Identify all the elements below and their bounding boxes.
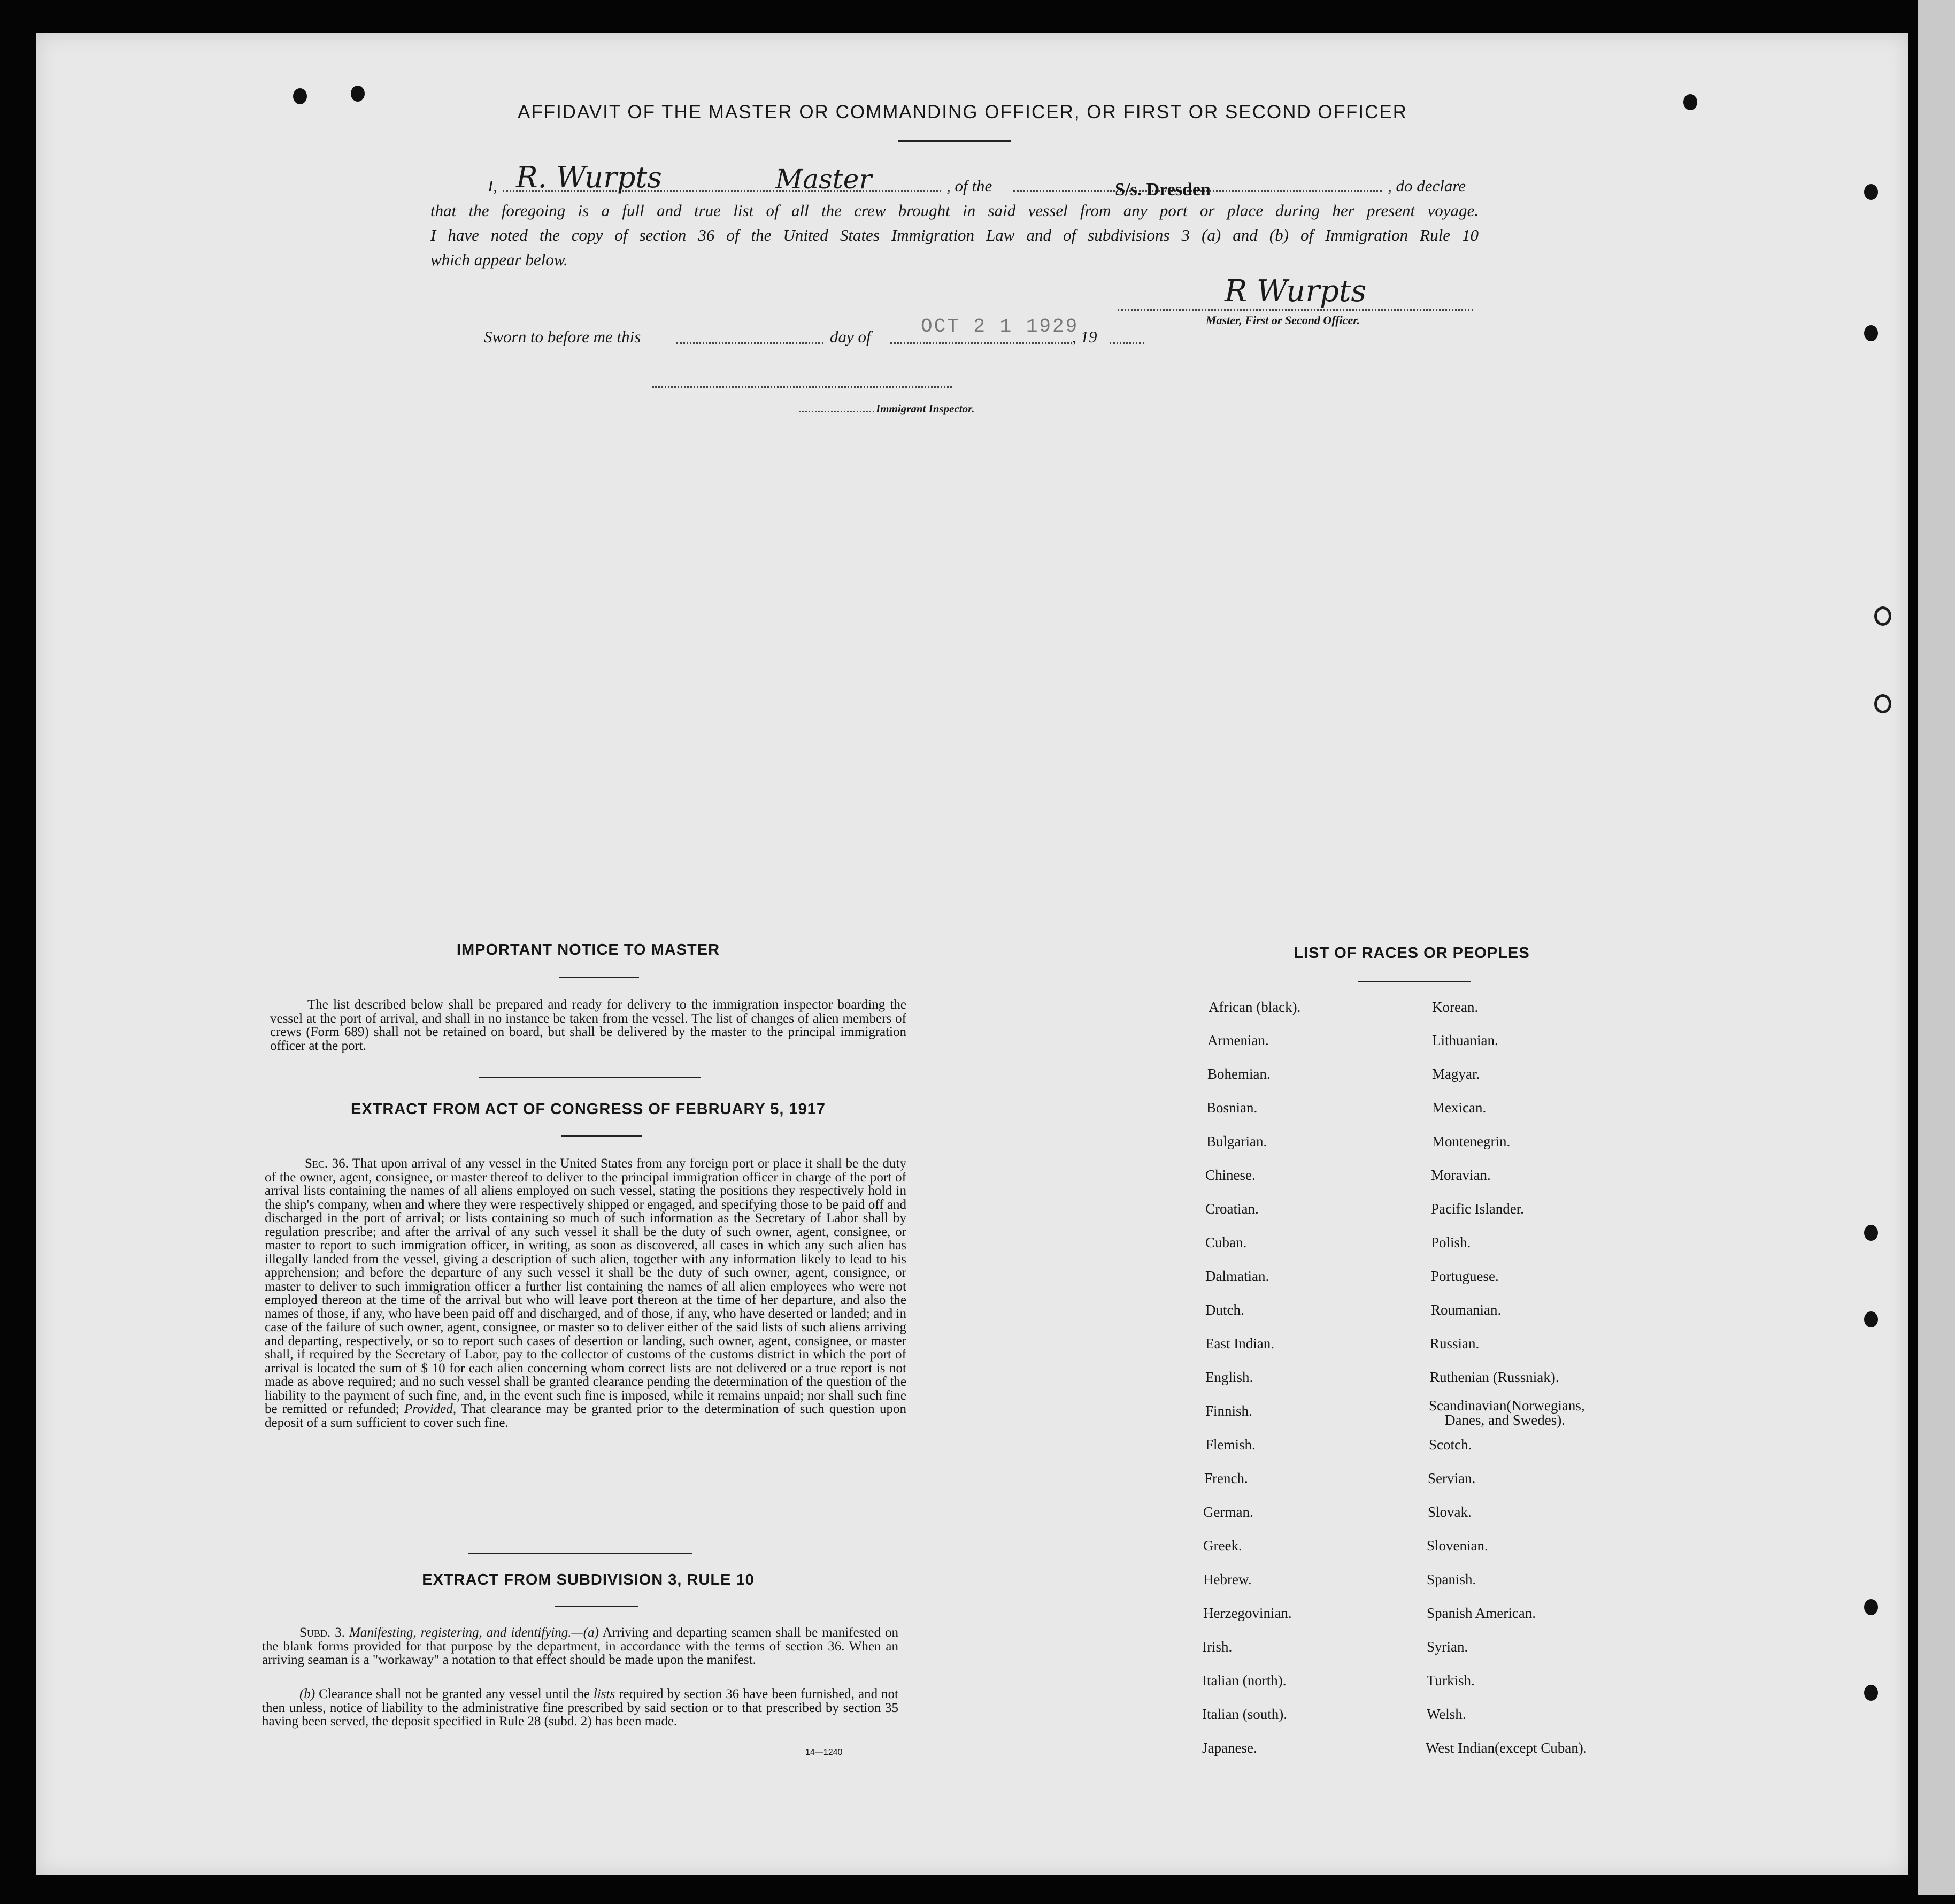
of-the-label: , of the	[946, 176, 992, 195]
day-line	[676, 342, 823, 344]
race-item: Bohemian.	[1207, 1066, 1271, 1082]
provided-label: Provided,	[404, 1402, 456, 1416]
race-item: Dalmatian.	[1205, 1268, 1269, 1284]
race-item: Finnish.	[1205, 1403, 1252, 1419]
race-item: Syrian.	[1427, 1639, 1468, 1655]
punch-hole	[1683, 94, 1697, 110]
affidavit-i: I,	[488, 176, 498, 195]
notice-divider	[479, 1077, 701, 1078]
race-item: Moravian.	[1431, 1167, 1491, 1183]
subd-a-text: Arriving and departing seamen shall be manifested on the blank forms provided for that purpose by the department, in accordance with the terms of section 36. When an arriving seaman is a "workaway" a notation to that effect should be made upon the manifest.	[262, 1625, 898, 1667]
signature-caption: Master, First or Second Officer.	[1206, 313, 1360, 327]
race-item: Bosnian.	[1206, 1100, 1258, 1116]
race-item: Scandinavian(Norwegians,	[1429, 1398, 1585, 1414]
race-item: German.	[1203, 1504, 1253, 1520]
day-of-label: day of	[830, 327, 871, 346]
act-title: EXTRACT FROM ACT OF CONGRESS OF FEBRUARY 5, 1917	[350, 1101, 826, 1118]
punch-hole	[351, 86, 365, 102]
subd-b-text-1: Clearance shall not be granted any vessel until the	[319, 1687, 590, 1701]
subd-heading: Manifesting, registering, and identifying.—(a)	[349, 1625, 599, 1640]
punch-hole	[1874, 606, 1891, 626]
notice-text: The list described below shall be prepared and ready for delivery to the immigration inspector boarding the vessel at the port of arrival, and shall in no instance be taken from the vessel. The list of changes of alien members of crews (Form 689) shall not be retained on board, but shall be delivered by the master to the principal immigration officer at the port.	[270, 997, 906, 1053]
race-item: Ruthenian (Russniak).	[1430, 1369, 1559, 1385]
punch-hole	[1874, 694, 1891, 713]
affidavit-line-4: which appear below.	[430, 250, 568, 269]
race-item: Slovak.	[1428, 1504, 1472, 1520]
subd-label: Subd. 3.	[299, 1625, 345, 1640]
notice-title: IMPORTANT NOTICE TO MASTER	[456, 941, 720, 958]
race-item: African (black).	[1209, 999, 1301, 1015]
race-item: Lithuanian.	[1432, 1032, 1498, 1048]
subd-b-text-2: required by section 36 have been furnished, and not then unless, notice of liability to the administrative fine prescribed by said section or to that prescribed by section 35 having been served, the deposit specified in Rule 28 (subd. 2) has been made.	[262, 1687, 898, 1729]
race-item: Portuguese.	[1431, 1268, 1499, 1284]
date-stamp: OCT 2 1 1929	[921, 316, 1079, 337]
race-item: Greek.	[1203, 1538, 1242, 1554]
race-item: East Indian.	[1205, 1335, 1274, 1352]
punch-hole	[1864, 1225, 1878, 1241]
do-declare-label: , do declare	[1388, 176, 1466, 195]
inspector-caption-leader	[799, 411, 874, 412]
race-item: Hebrew.	[1203, 1571, 1252, 1587]
race-item: Polish.	[1431, 1234, 1471, 1250]
race-item: Welsh.	[1427, 1706, 1466, 1722]
race-item: Italian (south).	[1202, 1706, 1287, 1722]
year-label: , 19	[1072, 327, 1097, 346]
race-item: Bulgarian.	[1206, 1133, 1267, 1149]
rule-underline	[555, 1606, 638, 1607]
race-item: Slovenian.	[1427, 1538, 1488, 1554]
race-item: Herzegovinian.	[1203, 1605, 1292, 1621]
race-item: Italian (north).	[1202, 1672, 1287, 1688]
race-item: Russian.	[1430, 1335, 1480, 1352]
handwritten-name: R. Wurpts	[516, 160, 662, 194]
rule-title: EXTRACT FROM SUBDIVISION 3, RULE 10	[422, 1571, 755, 1588]
act-divider	[468, 1553, 692, 1554]
race-item: English.	[1205, 1369, 1253, 1385]
act-text	[265, 1157, 906, 1430]
inspector-signature-line	[652, 386, 952, 388]
affidavit-line-3: I have noted the copy of section 36 of the United States Immigration Law and of subdivisions 3 (a) and (b) of Immigration Rule 10	[430, 226, 1479, 244]
form-number: 14—1240	[805, 1748, 843, 1757]
handwritten-rank: Master	[775, 164, 872, 195]
signature-line	[1118, 309, 1473, 311]
notice-underline	[559, 977, 639, 978]
race-item: Pacific Islander.	[1431, 1201, 1524, 1217]
race-item: Turkish.	[1427, 1672, 1475, 1688]
rule-subd-a	[262, 1626, 898, 1667]
year-line	[1110, 342, 1144, 344]
punch-hole	[293, 88, 307, 104]
month-line	[890, 342, 1072, 344]
race-item: Chinese.	[1205, 1167, 1256, 1183]
punch-hole	[1864, 1311, 1878, 1327]
race-item: French.	[1204, 1470, 1248, 1486]
b-label: (b)	[299, 1687, 315, 1701]
race-item: Montenegrin.	[1432, 1133, 1511, 1149]
punch-hole	[1864, 1599, 1878, 1615]
race-item: Spanish American.	[1427, 1605, 1536, 1621]
race-item: Scotch.	[1429, 1437, 1472, 1453]
race-item: Dutch.	[1205, 1302, 1244, 1318]
sec-label: Sec. 36.	[305, 1156, 349, 1171]
act-body: That upon arrival of any vessel in the United States from any foreign port or place it shall be the duty of the owner, agent, consignee, or master thereof to deliver to the principal immigration officer in charge of the port of arrival lists containing the names of all aliens employed on such vessel, stating the positions they respectively hold in the ship's company, when and where they were respectively shipped or engaged, and specifying those to be paid off and discharged in the port of arrival; or lists containing so much of such information as the Secretary of Labor shall by regulation prescribe; and after the arrival of any such vessel it shall be the duty of such owner, agent, consignee, or master to report to such immigration officer, in writing, as soon as discovered, all cases in which any such alien has illegally landed from the vessel, giving a description of such alien, together with any information likely to lead to his apprehension; and before the departure of any such vessel it shall be the duty of such owner, agent, consignee, or master to deliver to such immigration officer a further list containing the names of all alien employees who were not employed thereon at the time of the arrival but who will leave port thereon at the time of her departure, and also the names of those, if any, who have been paid off and discharged, and of those, if any, who have deserted or landed; and in case of the failure of such owner, agent, consignee, or master so to deliver either of the said lists of such aliens arriving and departing, respectively, or so to report such cases of desertion or landing, such owner, agent, consignee, or master shall, if required by the Secretary of Labor, pay to the collector of customs of the customs district in which the port of arrival is located the sum of $ 10 for each alien concerning whom correct lists are not delivered or a true report is not made as above required; and no such vessel shall be granted clearance pending the determination of the question of the liability to the payment of such fine, and, in the event such fine is imposed, while it remains unpaid; nor shall such fine be remitted or refunded;	[265, 1156, 906, 1416]
punch-hole	[1864, 184, 1878, 200]
race-item: Japanese.	[1202, 1740, 1257, 1756]
act-underline	[561, 1135, 642, 1137]
race-item: Croatian.	[1205, 1201, 1259, 1217]
race-item: Irish.	[1202, 1639, 1233, 1655]
affidavit-title: AFFIDAVIT OF THE MASTER OR COMMANDING OFFICER, OR FIRST OR SECOND OFFICER	[517, 102, 1408, 122]
race-item: Danes, and Swedes).	[1445, 1412, 1565, 1428]
sworn-label: Sworn to before me this	[484, 327, 641, 346]
lists-word: lists	[593, 1687, 615, 1701]
title-underline	[898, 140, 1011, 142]
punch-hole	[1864, 325, 1878, 341]
races-underline	[1358, 981, 1471, 982]
race-item: Magyar.	[1432, 1066, 1480, 1082]
race-item: Flemish.	[1205, 1437, 1256, 1453]
races-title: LIST OF RACES OR PEOPLES	[1294, 945, 1530, 962]
race-item: Cuban.	[1205, 1234, 1247, 1250]
signature: R Wurpts	[1225, 274, 1367, 309]
race-item: Servian.	[1428, 1470, 1476, 1486]
race-item: Roumanian.	[1431, 1302, 1502, 1318]
rule-subd-b	[262, 1687, 898, 1729]
race-item: Spanish.	[1427, 1571, 1476, 1587]
page-edge-strip	[1918, 0, 1955, 1895]
affidavit-line-2: that the foregoing is a full and true list of all the crew brought in said vessel from any port or place during her present voyage.	[430, 201, 1479, 220]
inspector-caption: Immigrant Inspector.	[876, 402, 975, 415]
race-item: Mexican.	[1432, 1100, 1487, 1116]
race-item: Armenian.	[1207, 1032, 1269, 1048]
punch-hole	[1864, 1685, 1878, 1701]
race-item: West Indian(except Cuban).	[1426, 1740, 1587, 1756]
vessel-stamp: S/s. Dresden	[1115, 180, 1211, 199]
act-body-end: That clearance may be granted prior to the determination of such question upon deposit of a sum sufficient to cover such fine.	[265, 1402, 907, 1430]
race-item: Korean.	[1432, 999, 1479, 1015]
